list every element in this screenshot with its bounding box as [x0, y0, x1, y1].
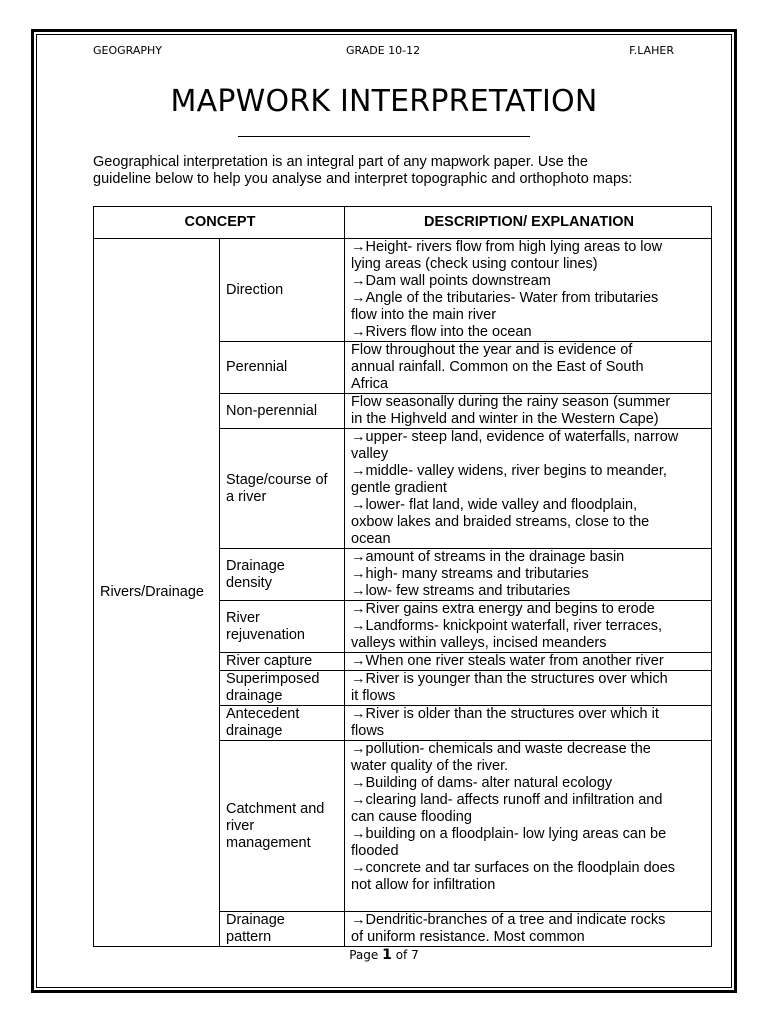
description-line: of uniform resistance. Most common [351, 929, 585, 945]
description-line: ocean [351, 531, 391, 547]
header-description: DESCRIPTION/ EXPLANATION [345, 207, 712, 239]
description-line: can cause flooding [351, 809, 472, 825]
concept-cell [220, 601, 345, 653]
description-line: Africa [351, 376, 389, 392]
description-line: flows [351, 723, 385, 739]
description-line: →amount of streams in the drainage basin [351, 549, 625, 565]
description-line: →River is younger than the structures over which [351, 671, 668, 687]
concept-table [93, 206, 712, 947]
description-line: →lower- flat land, wide valley and floodplain, [351, 497, 638, 513]
description-line: →upper- steep land, evidence of waterfalls, narrow [351, 429, 679, 445]
category-cell: Rivers/Drainage [94, 239, 220, 947]
concept-cell [220, 706, 345, 741]
concept-line: management [226, 834, 311, 851]
concept-line: drainage [226, 688, 283, 704]
description-line: →middle- valley widens, river begins to meander, [351, 463, 667, 479]
description-line: it flows [351, 688, 396, 704]
table-body [94, 239, 712, 947]
description-line: →building on a floodplain- low lying areas can be [351, 826, 667, 842]
concept-cell [220, 671, 345, 706]
description-line: →pollution- chemicals and waste decrease the [351, 741, 651, 757]
description-line: →Angle of the tributaries- Water from tributaries [351, 290, 659, 306]
description-cell [345, 601, 712, 653]
concept-line: Direction [226, 281, 284, 298]
description-line: →Dendritic-branches of a tree and indicate rocks [351, 912, 666, 928]
concept-line: Perennial [226, 359, 288, 375]
concept-line: Drainage [226, 557, 285, 574]
description-line: water quality of the river. [351, 758, 509, 774]
description-line: not allow for infiltration [351, 877, 496, 893]
concept-line: rejuvenation [226, 626, 305, 643]
description-line: →Height- rivers flow from high lying areas to low [351, 239, 663, 255]
concept-line: density [226, 574, 272, 591]
concept-line: Catchment and [226, 800, 325, 817]
footer-page-number: 1 [382, 947, 392, 963]
description-cell [345, 239, 712, 342]
description-cell [345, 741, 712, 912]
description-cell [345, 549, 712, 601]
intro-paragraph [93, 154, 693, 188]
description-line: →Dam wall points downstream [351, 273, 551, 289]
concept-line: Stage/course of [226, 471, 328, 488]
description-line: annual rainfall. Common on the East of South [351, 359, 644, 375]
footer-of-word: of [395, 948, 408, 962]
concept-line: Antecedent [226, 706, 300, 722]
description-cell [345, 653, 712, 671]
description-line: flow into the main river [351, 307, 497, 323]
intro-line: Geographical interpretation is an integral part of any mapwork paper. Use the [93, 154, 588, 170]
title-underline [238, 136, 530, 137]
concept-line: pattern [226, 929, 272, 945]
intro-line: guideline below to help you analyse and interpret topographic and orthophoto maps: [93, 171, 633, 187]
description-line [351, 894, 707, 911]
description-cell [345, 671, 712, 706]
description-line: →When one river steals water from another river [351, 653, 664, 669]
concept-cell [220, 549, 345, 601]
description-line: oxbow lakes and braided streams, close to the [351, 514, 650, 530]
concept-cell [220, 429, 345, 549]
description-line: →Rivers flow into the ocean [351, 324, 532, 340]
concept-cell [220, 239, 345, 342]
description-line: →River gains extra energy and begins to erode [351, 601, 655, 617]
concept-cell [220, 342, 345, 394]
description-line: →low- few streams and tributaries [351, 583, 571, 599]
description-line: lying areas (check using contour lines) [351, 256, 598, 272]
description-line: →concrete and tar surfaces on the floodplain does [351, 860, 676, 876]
description-line: flooded [351, 843, 399, 859]
description-line: →Building of dams- alter natural ecology [351, 775, 613, 791]
header-grade: GRADE 10-12 [346, 44, 421, 57]
concept-line: River [226, 609, 260, 626]
description-line: in the Highveld and winter in the Western Cape) [351, 411, 659, 427]
description-line: →high- many streams and tributaries [351, 566, 589, 582]
header-concept: CONCEPT [94, 207, 345, 239]
concept-cell [220, 741, 345, 912]
concept-line: drainage [226, 723, 283, 739]
concept-line: a river [226, 488, 267, 505]
concept-line: River capture [226, 653, 313, 669]
description-line: Flow seasonally during the rainy season (summer [351, 394, 671, 410]
description-cell [345, 912, 712, 947]
page-title: MAPWORK INTERPRETATION [170, 84, 598, 119]
description-line: gentle gradient [351, 480, 447, 496]
table-row [94, 239, 712, 342]
concept-cell [220, 912, 345, 947]
concept-cell [220, 394, 345, 429]
page-footer [0, 947, 768, 963]
description-line: valley [351, 446, 389, 462]
description-cell [345, 394, 712, 429]
concept-cell [220, 653, 345, 671]
header-subject: GEOGRAPHY [93, 44, 163, 57]
concept-line: river [226, 817, 255, 834]
header-author: F.LAHER [629, 44, 674, 57]
table-header-row [94, 207, 712, 239]
description-line: →Landforms- knickpoint waterfall, river terraces, [351, 618, 663, 634]
description-cell [345, 706, 712, 741]
description-cell [345, 342, 712, 394]
description-line: →clearing land- affects runoff and infiltration and [351, 792, 663, 808]
description-cell [345, 429, 712, 549]
description-line: →River is older than the structures over which it [351, 706, 659, 722]
footer-total-pages: 7 [411, 948, 419, 962]
concept-line: Superimposed [226, 671, 320, 687]
concept-line: Non-perennial [226, 402, 318, 419]
concept-line: Drainage [226, 912, 285, 928]
description-line: valleys within valleys, incised meanders [351, 635, 607, 651]
description-line: Flow throughout the year and is evidence of [351, 342, 633, 358]
footer-page-word: Page [349, 948, 379, 962]
